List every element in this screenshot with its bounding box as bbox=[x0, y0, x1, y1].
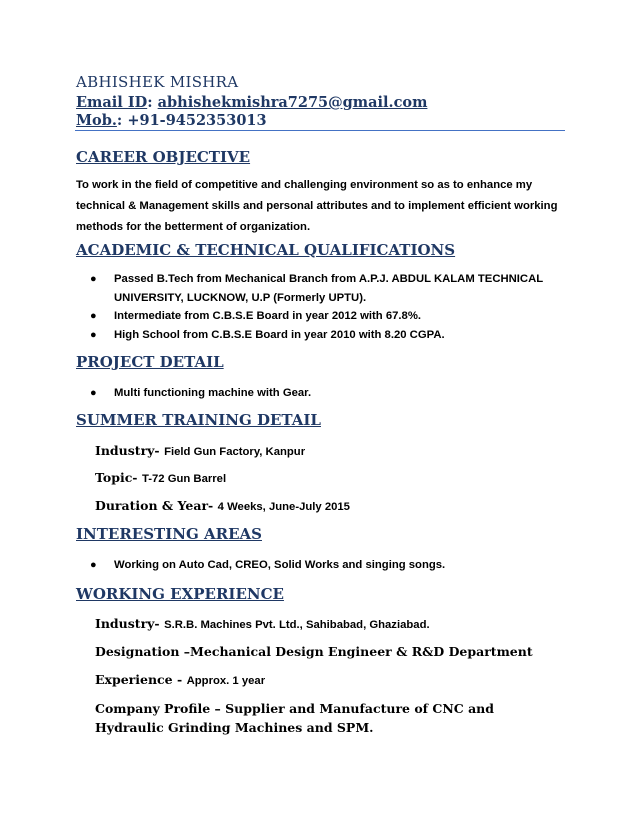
academic-list bbox=[76, 270, 556, 344]
experience-heading: WORKING EXPERIENCE bbox=[76, 585, 284, 603]
list-item: ● High School from C.B.S.E Board in year 2010 with 8.20 CGPA. bbox=[76, 326, 556, 345]
mobile-separator: : bbox=[116, 112, 123, 129]
interests-list bbox=[76, 556, 556, 575]
experience-industry: Industry- S.R.B. Machines Pvt. Ltd., Sahibabad, Ghaziabad. bbox=[95, 616, 430, 631]
list-item: ● Working on Auto Cad, CREO, Solid Works and singing songs. bbox=[76, 556, 556, 575]
candidate-name: ABHISHEK MISHRA bbox=[76, 73, 239, 91]
bullet-icon: ● bbox=[90, 273, 97, 285]
project-list bbox=[76, 384, 556, 403]
project-heading: PROJECT DETAIL bbox=[76, 353, 224, 371]
header-divider bbox=[75, 130, 565, 131]
list-item: ● Passed B.Tech from Mechanical Branch from A.P.J. ABDUL KALAM TECHNICAL UNIVERSITY, LUCKNOW, U.P (Formerly UPTU). bbox=[76, 270, 556, 307]
bullet-icon: ● bbox=[90, 328, 97, 341]
mobile-number: +91-9452353013 bbox=[127, 112, 267, 129]
training-industry: Industry- Field Gun Factory, Kanpur bbox=[95, 443, 306, 458]
list-item: ● Intermediate from C.B.S.E Board in year 2012 with 67.8%. bbox=[76, 307, 556, 326]
email-line bbox=[76, 94, 427, 111]
academic-heading: ACADEMIC & TECHNICAL QUALIFICATIONS bbox=[76, 241, 456, 259]
email-link[interactable]: abhishekmishra7275@gmail.com bbox=[157, 94, 428, 111]
interests-heading: INTERESTING AREAS bbox=[76, 525, 262, 543]
company-profile: Company Profile – Supplier and Manufacture of CNC and Hydraulic Grinding Machines and SPM. bbox=[95, 701, 495, 735]
training-duration: Duration & Year- 4 Weeks, June-July 2015 bbox=[95, 498, 350, 513]
bullet-icon: ● bbox=[90, 310, 97, 322]
experience-duration: Experience - Approx. 1 year bbox=[95, 672, 266, 687]
bullet-icon: ● bbox=[90, 559, 97, 571]
training-topic: Topic- T-72 Gun Barrel bbox=[95, 470, 227, 485]
experience-designation: Designation –Mechanical Design Engineer & R&D Department bbox=[95, 644, 533, 659]
mobile-line bbox=[76, 112, 267, 129]
list-item: ● Multi functioning machine with Gear. bbox=[76, 384, 556, 403]
email-separator: : bbox=[147, 94, 153, 111]
mobile-label: Mob. bbox=[76, 112, 117, 129]
career-objective-heading: CAREER OBJECTIVE bbox=[76, 148, 251, 166]
career-objective-text: To work in the field of competitive and challenging environment so as to enhance my technical & Management skills and personal attributes and to implement efficient working methods for the betterment of organization. bbox=[76, 179, 558, 233]
email-label: Email ID bbox=[76, 94, 148, 111]
bullet-icon: ● bbox=[90, 387, 97, 399]
training-heading: SUMMER TRAINING DETAIL bbox=[76, 411, 321, 429]
